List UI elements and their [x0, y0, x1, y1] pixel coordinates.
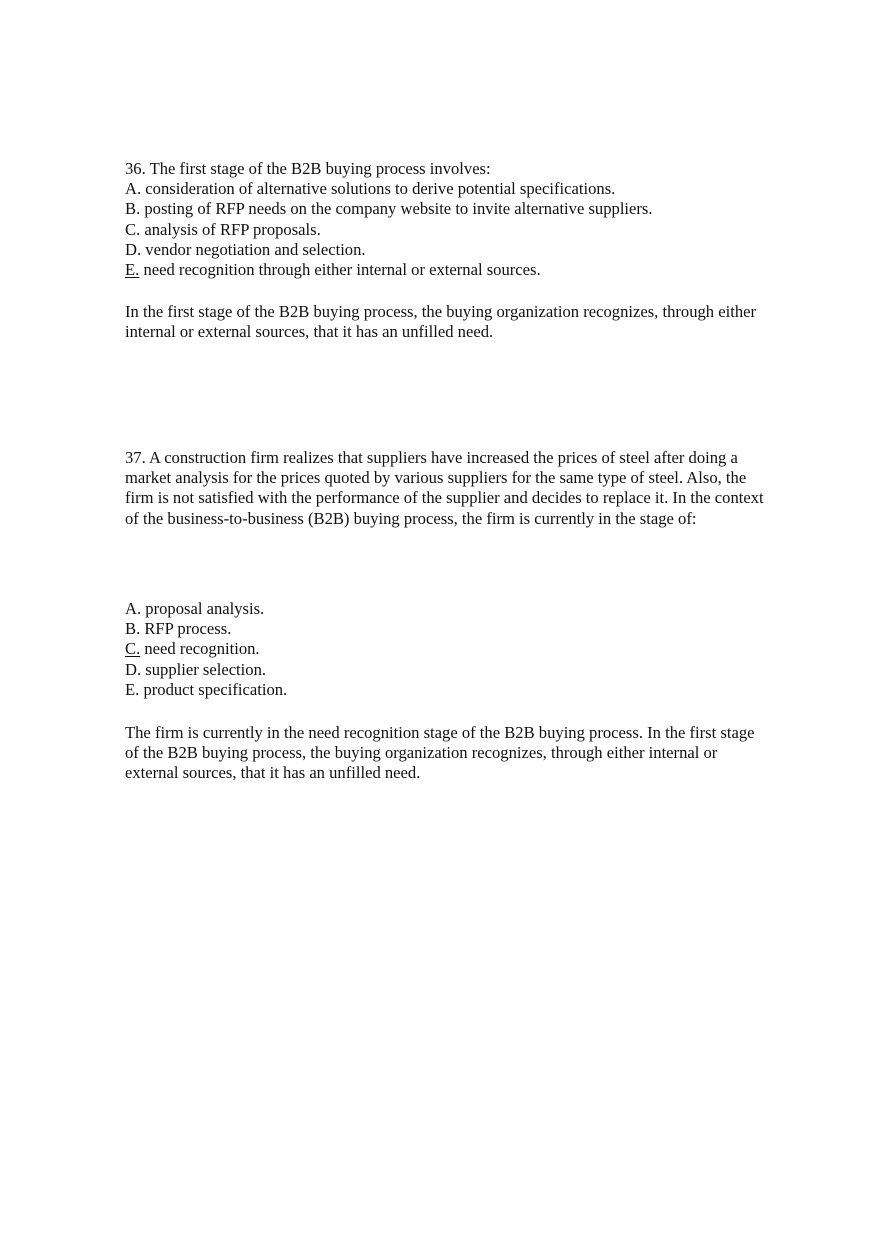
option-text: product specification.	[139, 679, 288, 699]
option-text: vendor negotiation and selection.	[141, 239, 366, 259]
question-36-option-d	[125, 240, 775, 260]
option-text: proposal analysis.	[141, 599, 265, 618]
option-letter: B.	[125, 619, 141, 639]
option-text: supplier selection.	[141, 659, 267, 679]
option-letter: E.	[125, 679, 140, 699]
question-37-option-e	[125, 680, 775, 700]
explanation-text: The firm is currently in the need recognition stage of the B2B buying process. In the first stage of the B2B buying process, the buying organization recognizes, through either internal or external sources, that it has an unfilled need.	[125, 723, 755, 783]
question-37-option-a	[125, 599, 775, 619]
option-text: posting of RFP needs on the company website to invite alternative suppliers.	[140, 199, 653, 219]
question-37-stem: 37. A construction firm realizes that suppliers have increased the prices of steel after doing a market analysis for the prices quoted by various suppliers for the same type of steel. Also, the firm is not satisfied with the performance of the supplier and decides to replace it. In the context of the business-to-business (B2B) buying process, the firm is currently in the stage of:	[125, 448, 764, 528]
question-37-option-d	[125, 660, 775, 680]
question-36	[125, 159, 775, 280]
option-letter: C.	[125, 219, 141, 239]
option-letter: D.	[125, 659, 142, 679]
explanation-text: In the first stage of the B2B buying process, the buying organization recognizes, through either internal or external sources, that it has an unfilled need.	[125, 302, 757, 342]
question-36-stem: 36. The first stage of the B2B buying process involves:	[125, 159, 491, 178]
option-letter-correct: E.	[125, 260, 140, 280]
option-text: need recognition.	[140, 639, 260, 659]
option-letter: D.	[125, 239, 142, 259]
question-36-explanation	[125, 302, 765, 342]
option-letter: A.	[125, 179, 142, 199]
option-text: consideration of alternative solutions to derive potential specifications.	[141, 179, 616, 199]
question-37-option-c	[125, 639, 775, 659]
question-37-option-b	[125, 619, 775, 639]
option-letter: B.	[125, 199, 141, 219]
question-36-option-b	[125, 199, 775, 219]
option-text: RFP process.	[140, 619, 232, 639]
question-37-options	[125, 599, 775, 700]
option-text: need recognition through either internal or external sources.	[139, 260, 541, 280]
question-36-option-a	[125, 179, 775, 199]
question-36-option-e	[125, 260, 775, 280]
option-letter-correct: C.	[125, 639, 141, 659]
question-36-option-c	[125, 220, 775, 240]
option-letter: A.	[125, 599, 142, 618]
question-37-explanation	[125, 723, 770, 784]
question-37	[125, 448, 775, 529]
option-text: analysis of RFP proposals.	[140, 219, 321, 239]
